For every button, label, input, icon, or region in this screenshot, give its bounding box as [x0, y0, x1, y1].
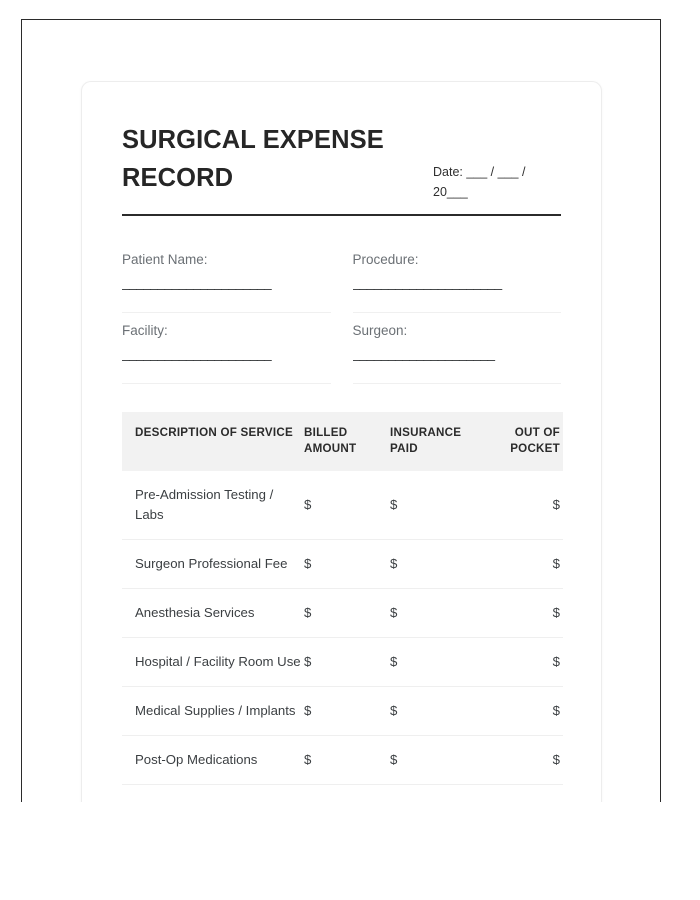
expense-table: [122, 412, 563, 785]
cell-out-of-pocket[interactable]: $: [490, 736, 563, 785]
table-row: [122, 736, 563, 785]
field-procedure[interactable]: [353, 242, 562, 313]
cell-description: Surgeon Professional Fee: [122, 539, 304, 588]
cell-insurance-paid[interactable]: $: [390, 588, 490, 637]
meta-fields: [122, 242, 561, 384]
cell-billed-amount[interactable]: $: [304, 687, 390, 736]
column-header-description: DESCRIPTION OF SERVICE: [122, 412, 304, 471]
title-divider: [122, 214, 561, 217]
cell-billed-amount[interactable]: $: [304, 736, 390, 785]
cell-insurance-paid[interactable]: $: [390, 471, 490, 540]
document-body: [82, 82, 601, 785]
field-input-line[interactable]: _____________________: [352, 275, 502, 291]
cell-description: Medical Supplies / Implants: [122, 687, 304, 736]
cell-out-of-pocket[interactable]: $: [490, 588, 563, 637]
column-header-billed-amount: BILLED AMOUNT: [304, 412, 390, 471]
table-row: [122, 687, 563, 736]
field-label: Patient Name:: [122, 252, 208, 268]
table-header-row: [122, 412, 563, 471]
cell-description: Anesthesia Services: [122, 588, 304, 637]
cell-billed-amount[interactable]: $: [304, 539, 390, 588]
cell-billed-amount[interactable]: $: [304, 638, 390, 687]
cell-out-of-pocket[interactable]: $: [490, 539, 563, 588]
column-header-out-of-pocket: OUT OF POCKET: [490, 412, 563, 471]
page-title: SURGICAL EXPENSE RECORD: [122, 126, 384, 192]
field-label: Procedure:: [352, 252, 419, 268]
table-body: [122, 471, 563, 785]
field-surgeon[interactable]: [353, 313, 562, 384]
cell-out-of-pocket[interactable]: $: [490, 638, 563, 687]
cell-description: Pre-Admission Testing / Labs: [122, 471, 304, 540]
cell-billed-amount[interactable]: $: [304, 588, 390, 637]
cell-description: Hospital / Facility Room Use: [122, 638, 304, 687]
field-label: Facility:: [122, 322, 168, 338]
field-input-line[interactable]: ____________________: [352, 346, 495, 362]
document-card: [81, 81, 602, 802]
field-input-line[interactable]: _____________________: [122, 275, 272, 291]
document-header: [122, 122, 561, 203]
date-field[interactable]: Date: ___ / ___ / 20___: [433, 165, 526, 200]
cell-insurance-paid[interactable]: $: [390, 736, 490, 785]
cell-description: Post-Op Medications: [122, 736, 304, 785]
column-header-insurance-paid: INSURANCE PAID: [390, 412, 490, 471]
cell-insurance-paid[interactable]: $: [390, 539, 490, 588]
field-facility[interactable]: [122, 313, 331, 384]
field-input-line[interactable]: _____________________: [122, 346, 272, 362]
field-patient-name[interactable]: [122, 242, 331, 313]
cell-insurance-paid[interactable]: $: [390, 687, 490, 736]
cell-out-of-pocket[interactable]: $: [490, 687, 563, 736]
table-row: [122, 638, 563, 687]
table-row: [122, 471, 563, 540]
table-row: [122, 539, 563, 588]
field-label: Surgeon:: [352, 322, 408, 338]
page-frame: [21, 19, 661, 802]
cell-billed-amount[interactable]: $: [304, 471, 390, 540]
cell-out-of-pocket[interactable]: $: [490, 471, 563, 540]
cell-insurance-paid[interactable]: $: [390, 638, 490, 687]
table-row: [122, 588, 563, 637]
